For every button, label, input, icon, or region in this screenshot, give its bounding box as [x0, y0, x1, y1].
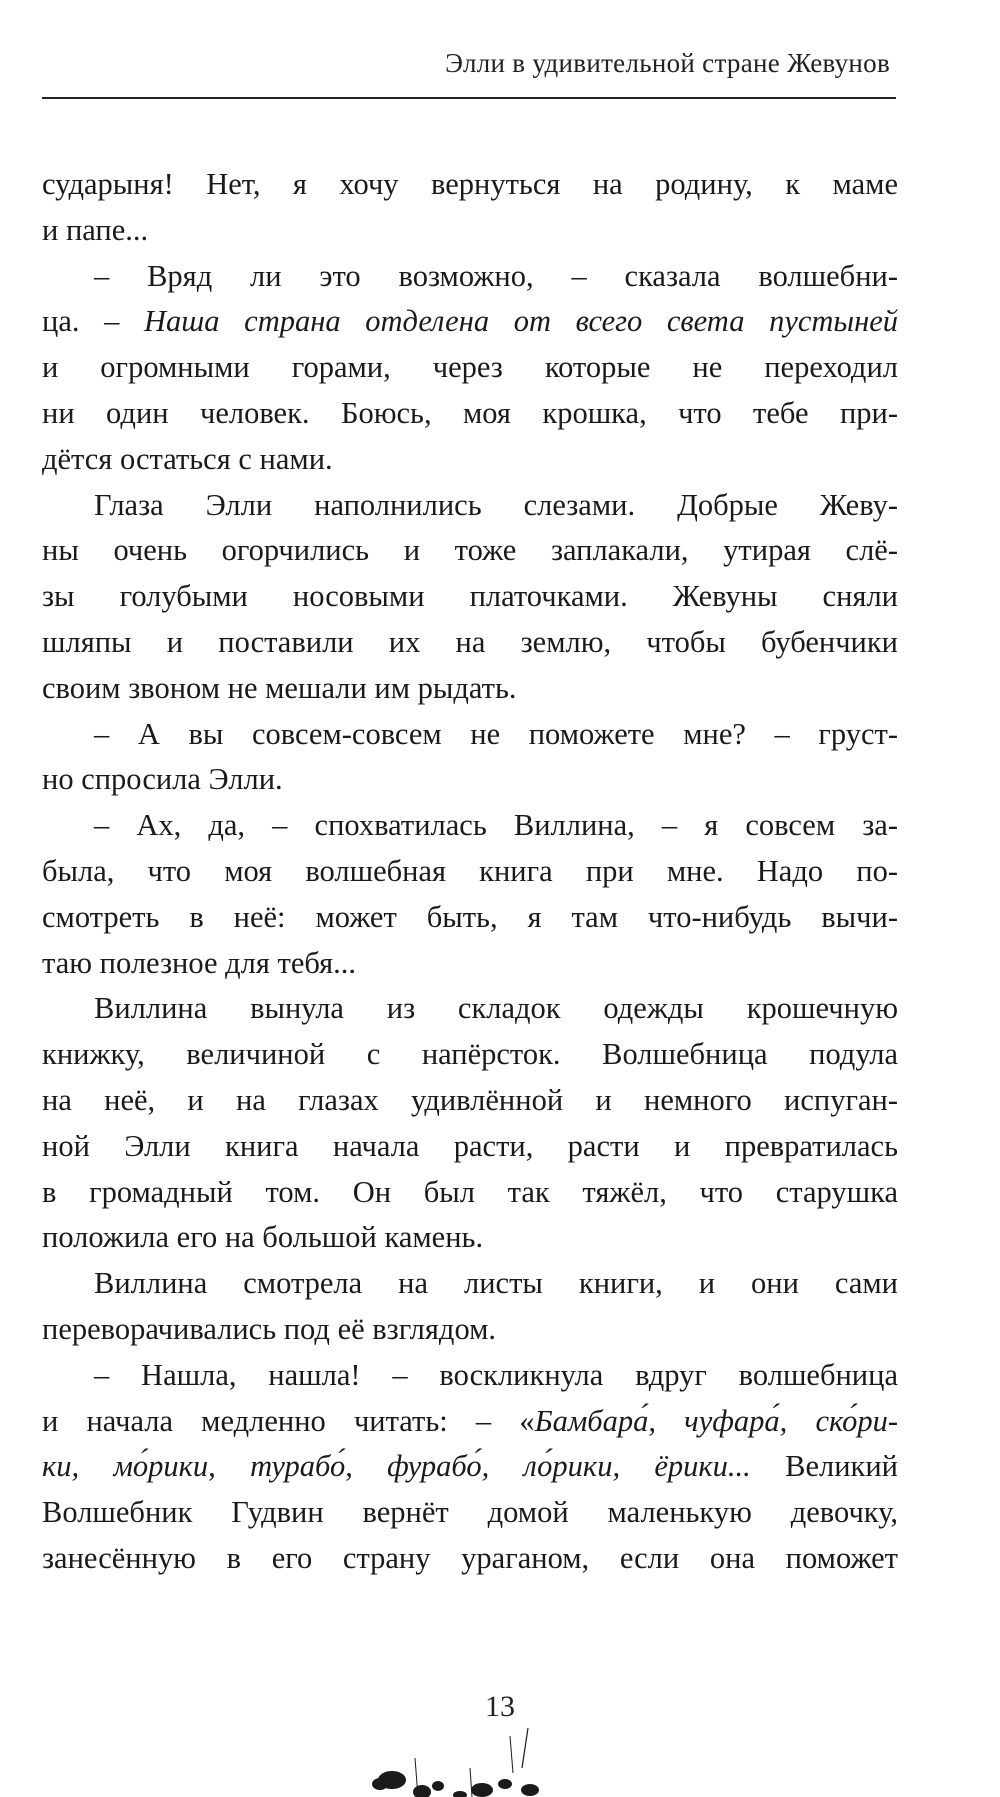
- text-segment: положила его на большой камень.: [42, 1220, 484, 1255]
- text-segment: Волшебник Гудвин вернёт домой маленькую девочку,: [42, 1495, 898, 1530]
- text-segment: сударыня! Нет, я хочу вернуться на родину, к маме: [42, 167, 898, 201]
- text-line: [42, 208, 898, 254]
- text-segment: была, что моя волшебная книга при мне. Надо по-: [42, 853, 898, 888]
- text-line: [42, 299, 898, 345]
- text-line: [42, 1261, 898, 1307]
- text-segment: и начала медленно читать: – «: [42, 1403, 535, 1438]
- italic-text-segment: ки, мо́рики, турабо́, фурабо́, ло́рики, ёрики...: [42, 1449, 751, 1484]
- text-line: [42, 1078, 898, 1124]
- text-segment: Великий: [750, 1449, 898, 1484]
- text-segment: – А вы совсем-совсем не поможете мне? – груст-: [94, 716, 898, 751]
- text-segment: Виллина смотрела на листы книги, и они сами: [94, 1266, 898, 1301]
- text-line: [42, 986, 898, 1032]
- text-line: [42, 1215, 898, 1261]
- text-segment: Глаза Элли наполнились слезами. Добрые Жеву-: [94, 487, 898, 522]
- text-line: [42, 1536, 898, 1582]
- text-segment: своим звоном не мешали им рыдать.: [42, 670, 517, 705]
- text-segment: смотреть в неё: может быть, я там что-нибудь вычи-: [42, 899, 898, 934]
- text-line: [42, 620, 898, 666]
- text-line: [42, 1124, 898, 1170]
- text-line: [42, 391, 898, 437]
- page-number: 13: [485, 1690, 515, 1723]
- text-segment: занесённую в его страну ураганом, если она поможет: [42, 1540, 898, 1575]
- text-line: [42, 345, 898, 391]
- italic-text-segment: Бамбара́, чуфара́, ско́ри-: [534, 1403, 898, 1438]
- text-line: [42, 666, 898, 712]
- text-segment: но спросила Элли.: [42, 762, 283, 797]
- text-segment: на неё, и на глазах удивлённой и немного испуган-: [42, 1082, 898, 1117]
- text-line: [42, 803, 898, 849]
- text-line: [42, 757, 898, 803]
- text-segment: – Вряд ли это возможно, – сказала волшебни-: [94, 258, 898, 293]
- text-segment: дётся остаться с нами.: [42, 441, 333, 476]
- text-line: [42, 254, 898, 300]
- text-line: [42, 849, 898, 895]
- text-line: [42, 483, 898, 529]
- text-segment: зы голубыми носовыми платочками. Жевуны сняли: [42, 579, 898, 614]
- text-line: [42, 1444, 898, 1490]
- text-line: [42, 574, 898, 620]
- running-header-title: Элли в удивительной стране Жевунов: [445, 48, 890, 78]
- text-segment: переворачивались под её взглядом.: [42, 1311, 497, 1346]
- text-segment: ни один человек. Боюсь, моя крошка, что тебе при-: [42, 395, 898, 430]
- text-segment: ной Элли книга начала расти, расти и превратилась: [42, 1128, 898, 1163]
- header-rule: [42, 97, 896, 99]
- text-segment: – Ах, да, – спохватилась Виллина, – я совсем за-: [94, 808, 898, 843]
- text-segment: ца. –: [42, 304, 144, 339]
- italic-text-segment: Наша страна отделена от всего света пустыней: [144, 304, 898, 339]
- text-line: [42, 1032, 898, 1078]
- text-line: [42, 1353, 898, 1399]
- text-segment: книжку, величиной с напёрсток. Волшебница подула: [42, 1037, 898, 1072]
- text-line: [42, 712, 898, 758]
- text-segment: – Нашла, нашла! – воскликнула вдруг волшебница: [94, 1357, 898, 1392]
- text-line: [42, 1399, 898, 1445]
- text-segment: ны очень огорчились и тоже заплакали, утирая слё-: [42, 533, 898, 568]
- text-line: [42, 895, 898, 941]
- text-segment: в громадный том. Он был так тяжёл, что старушка: [42, 1174, 898, 1209]
- text-segment: и папе...: [42, 212, 149, 247]
- text-segment: шляпы и поставили их на землю, чтобы бубенчики: [42, 624, 898, 659]
- text-segment: таю полезное для тебя...: [42, 945, 357, 980]
- text-segment: и огромными горами, через которые не переходил: [42, 350, 898, 385]
- text-line: [42, 1307, 898, 1353]
- text-line: [42, 1170, 898, 1216]
- text-line: [42, 162, 898, 208]
- text-segment: Виллина вынула из складок одежды крошечную: [94, 991, 898, 1026]
- text-line: [42, 528, 898, 574]
- text-line: [42, 1490, 898, 1536]
- body-text: [42, 162, 898, 1582]
- poppy-flowers-icon: [360, 1728, 620, 1797]
- text-line: [42, 437, 898, 483]
- text-line: [42, 941, 898, 987]
